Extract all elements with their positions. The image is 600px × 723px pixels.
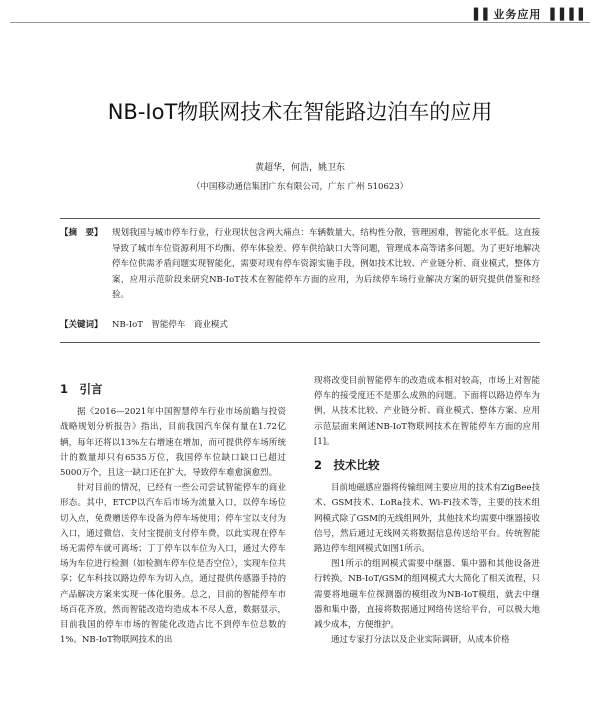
section-tag: ▐▐ 业务应用 ▐▐▐▐ <box>469 8 584 21</box>
section-heading-intro: 1 引言 <box>60 382 103 396</box>
header-divider <box>10 22 590 23</box>
keywords-label: 【关键词】 <box>60 320 103 330</box>
keywords-block <box>60 318 540 330</box>
paper-affiliation: （中国移动通信集团广东有限公司，广东 广州 510623） <box>191 182 409 192</box>
paper-authors: 黄超华，何浩，姚卫东 <box>254 163 345 173</box>
abstract-block <box>60 226 540 304</box>
abstract-bottom-divider <box>60 342 540 343</box>
tech-paragraph-2: 图1所示的组网模式需要中继器、集中器和其他设备进行转换，NB-IoT/GSM的组网模式大大简化了相关流程，只需要将地磁车位探测器的模组改为NB-IoT模组，就去中继器和集中器，直接将数据通过网络传送给平台，可以极大地减少成本，方便维护。 <box>314 559 540 631</box>
right-column <box>314 374 540 648</box>
abstract-label: 【摘 要】 <box>60 228 103 238</box>
tech-paragraph-3: 通过专家打分法以及企业实际调研，从成本价格 <box>331 635 510 646</box>
abstract-text: 规划我国与城市停车行业，行业现状包含两大痛点：车辆数量大，结构性分散，管理困难，智能化水平低。这直接导致了城市车位资源利用不均衡、停车体验差、停车供给缺口大等问题，管理成本高等诸多问题。为了更好地解决停车位供需矛盾问题实现智能化，需要对现有停车资源实施手段，例如技术比较、产业链分析、商业模式，整体方案，应用示范阶段来研究NB-IoT技术在智能停车方面的应用，为后续停车场行业解决方案的研究提供借鉴和经验。 <box>112 228 540 300</box>
intro-paragraph-1: 据《2016—2021年中国智慧停车行业市场前瞻与投资战略规划分析报告》指出，目前我国汽车保有量在1.72亿辆，每年还将以13%左右增速在增加，而可提供停车场所统计的数量却只有6535万位，我国停车位缺口缺口已超过5000万个，且这一缺口还在扩大，导致停车难愈演愈烈。 <box>60 407 286 479</box>
left-column <box>60 374 286 648</box>
section-heading-tech: 2 技术比较 <box>314 458 380 473</box>
keywords-text: NB-IoT 智能停车 商业模式 <box>112 320 228 330</box>
intro-continuation: 现将改变目前智能停车的改造成本相对较高，市场上对智能停车的接受度还不是那么成熟的问题。下面将以路边停车为例，从技术比较、产业链分析、商业模式、整体方案、应用示范层面来阐述NB-IoT物联网技术在智能停车方面的应用[1]。 <box>314 376 540 447</box>
tech-paragraph-1: 目前地磁感应器将传输组网主要应用的技术有ZigBee技术、GSM技术、LoRa技术、Wi-Fi技术等，主要的技术组网模式除了GSM的无线组网外，其他技术均需要中继器接收信号，然后通过无线网关将数据信息传送给平台。传统智能路边停车组网模式如图1所示。 <box>314 483 540 555</box>
abstract-top-divider <box>60 218 540 219</box>
intro-paragraph-2: 针对目前的情况，已经有一些公司尝试智能停车的商业形态。其中，ETCP以汽车后市场为流量入口，以停车场位切入点，免费赠送停车设备为停车场使用；停车宝以支付为入口，通过微信、支付宝提前支付停车费，以此实现在停车场无需停车就可离场；丁丁停车以车位为入口，通过大停车场为车位进行检测（如检测车停车位是否空位），实现车位共享；亿车科技以路边停车为切入点，通过提供传感器手持的产品解决方案来实现一体化服务。总之，目前的智能停车市场百花齐放，然而智能改造均造成本不尽人意，数据显示，目前我国的停车市场的智能化改造占比不到停车位总数的1%。NB-IoT物联网技术的出 <box>60 483 286 646</box>
paper-title: NB-IoT物联网技术在智能路边泊车的应用 <box>107 100 493 124</box>
